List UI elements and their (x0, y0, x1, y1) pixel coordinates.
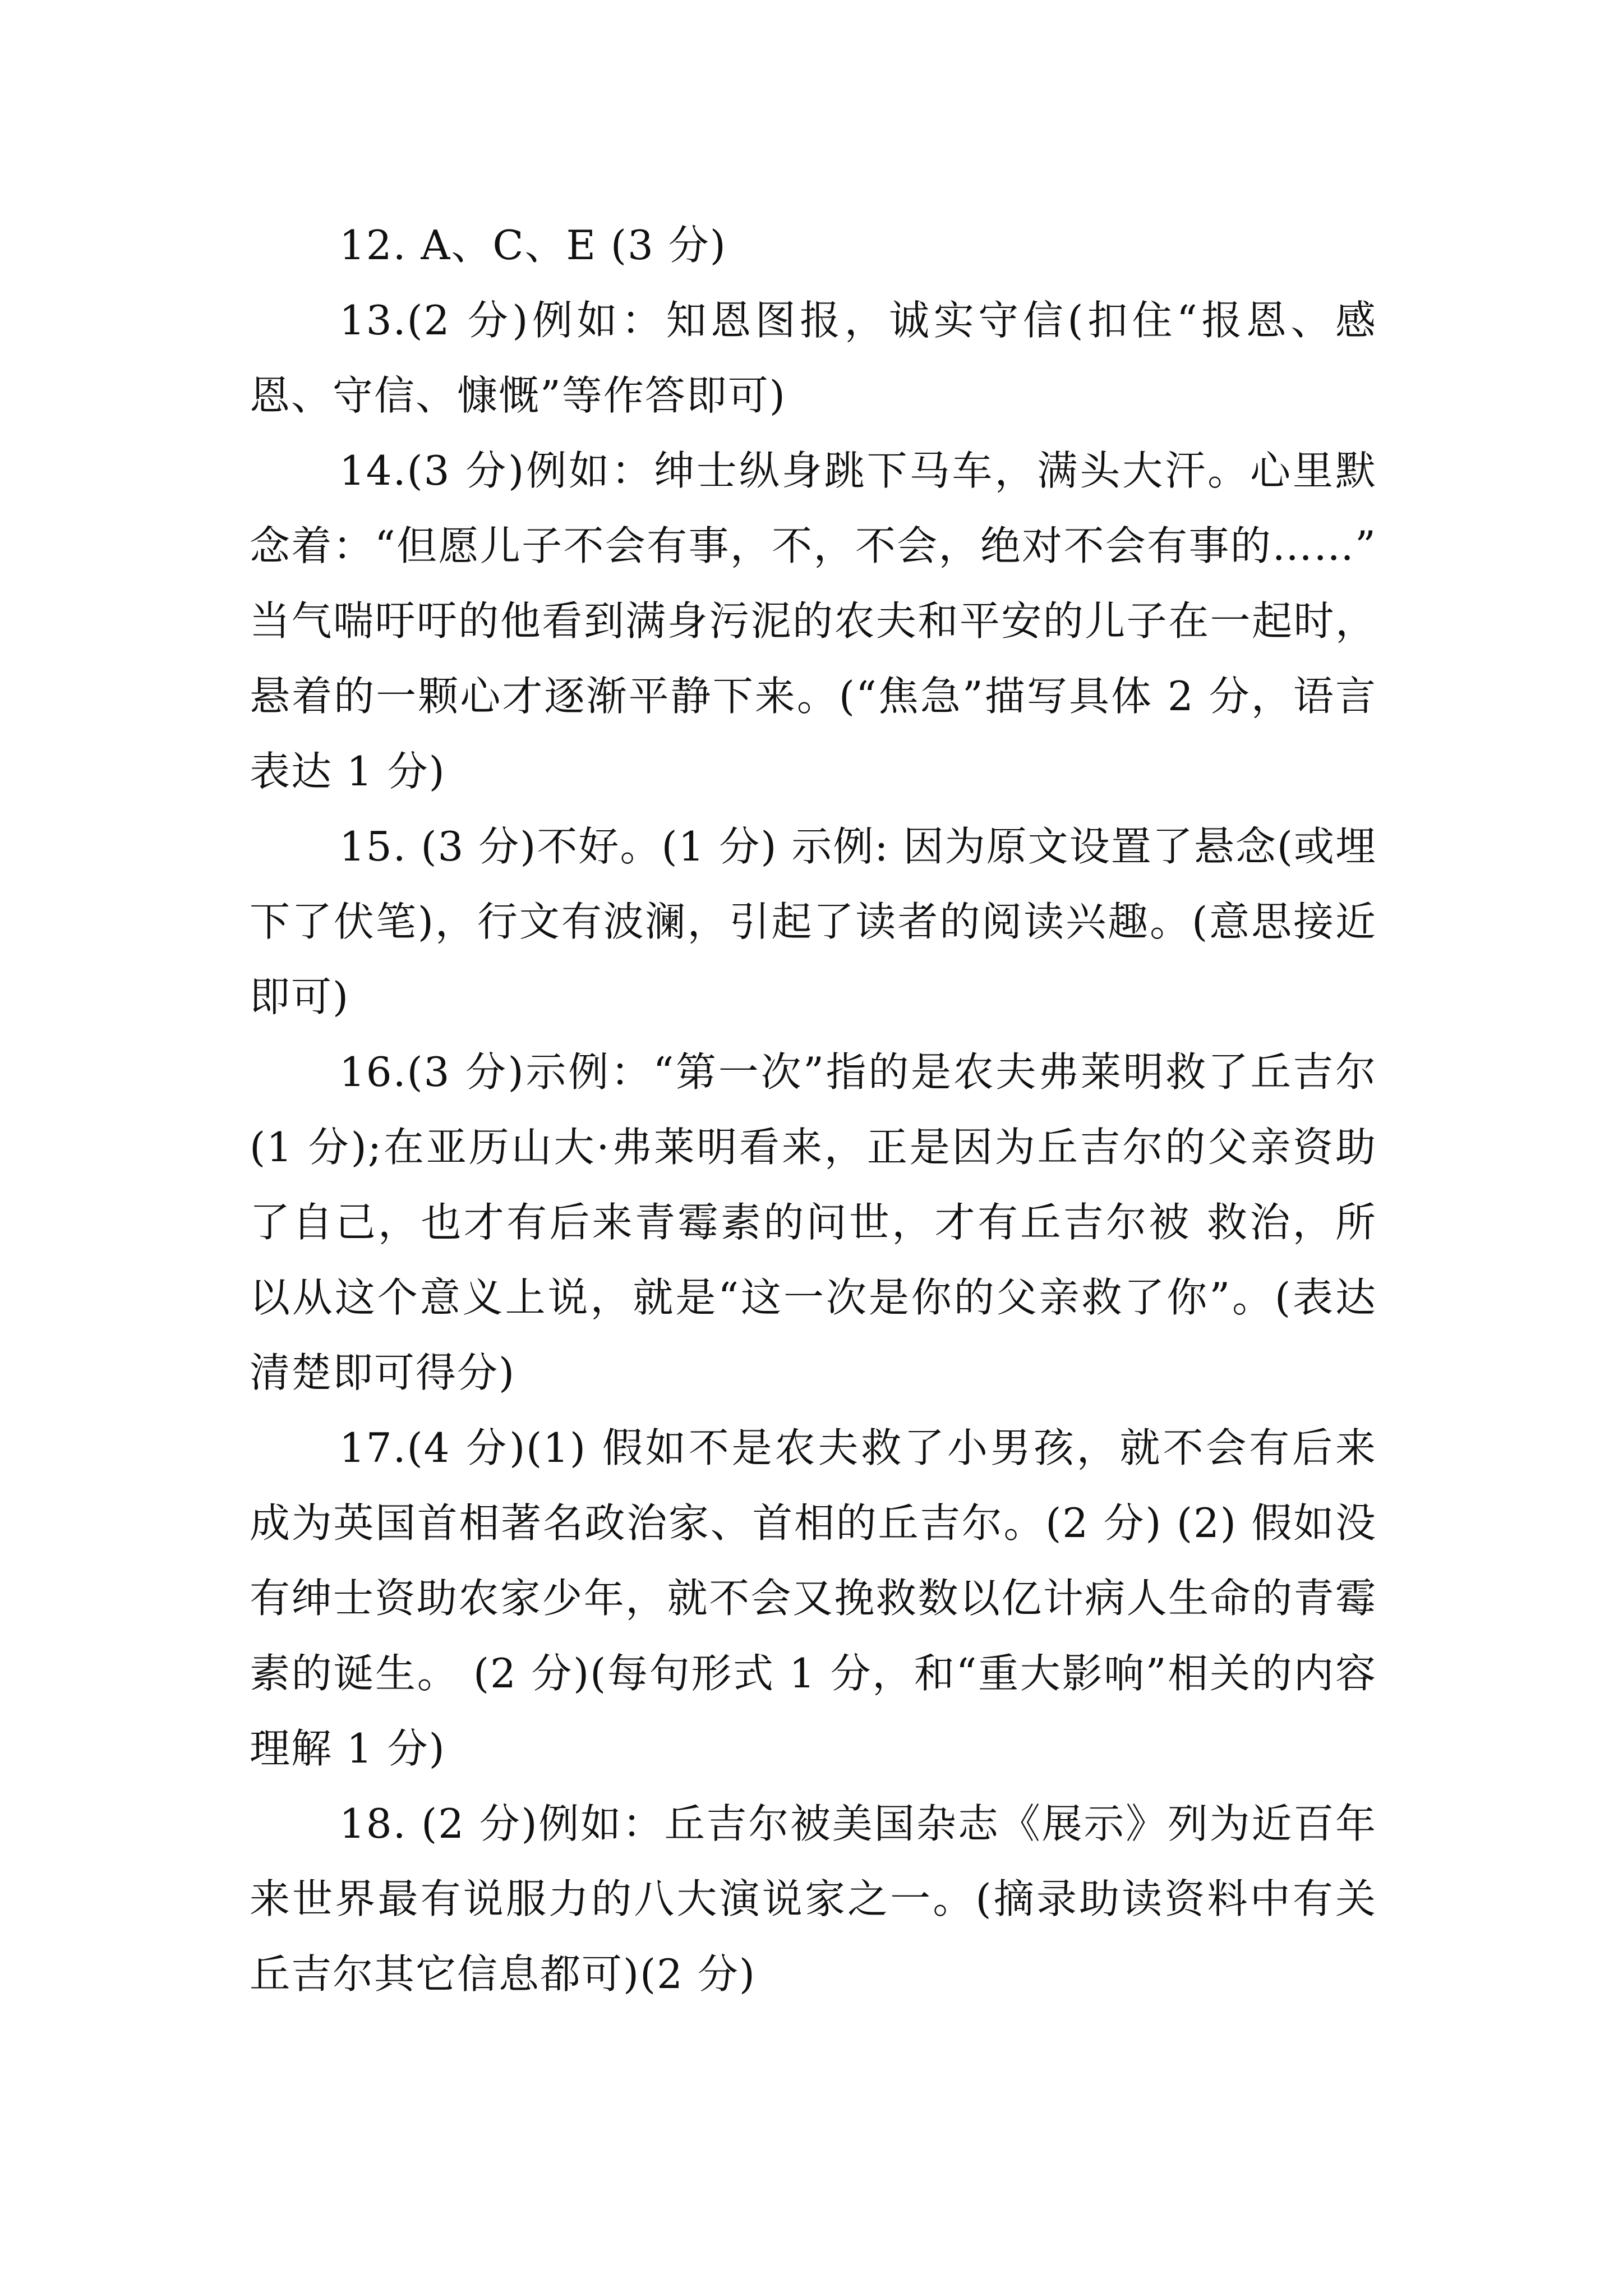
answer-14: 14.(3 分)例如：绅士纵身跳下马车，满头大汗。心里默念着：“但愿儿子不会有事，不，不会，绝对不会有事的……” 当气喘吁吁的他看到满身污泥的农夫和平安的儿子在一起时，悬着的一颗心才逐渐平静下来。(“焦急”描写具体 2 分，语言表达 1 分) (250, 447, 1377, 795)
answer-12: 12. A、C、E (3 分) (339, 222, 727, 269)
answer-15: 15. (3 分)不好。(1 分) 示例: 因为原文设置了悬念(或埋下了伏笔)，行文有波澜，引起了读者的阅读兴趣。(意思接近即可) (250, 823, 1377, 1020)
answer-13: 13.(2 分)例如：知恩图报，诚实守信(扣住“报恩、感恩、守信、慷慨”等作答即可) (250, 297, 1377, 419)
answer-16: 16.(3 分)示例：“第一次”指的是农夫弗莱明救了丘吉尔(1 分);在亚历山大·弗莱明看来，正是因为丘吉尔的父亲资助了自己，也才有后来青霉素的问世，才有丘吉尔被 救治，所以从这个意义上说，就是“这一次是你的父亲救了你”。(表达清楚即可得分) (250, 1048, 1377, 1396)
answer-17: 17.(4 分)(1) 假如不是农夫救了小男孩，就不会有后来成为英国首相著名政治家、首相的丘吉尔。(2 分) (2) 假如没有绅士资助农家少年，就不会又挽救数以亿计病人生命的青霉素的诞生。 (2 分)(每句形式 1 分，和“重大影响”相关的内容理解 1 分) (250, 1424, 1377, 1772)
answer-18: 18. (2 分)例如：丘吉尔被美国杂志《展示》列为近百年来世界最有说服力的八大演说家之一。(摘录助读资料中有关丘吉尔其它信息都可)(2 分) (250, 1800, 1377, 1998)
answer-key (250, 208, 1377, 2012)
